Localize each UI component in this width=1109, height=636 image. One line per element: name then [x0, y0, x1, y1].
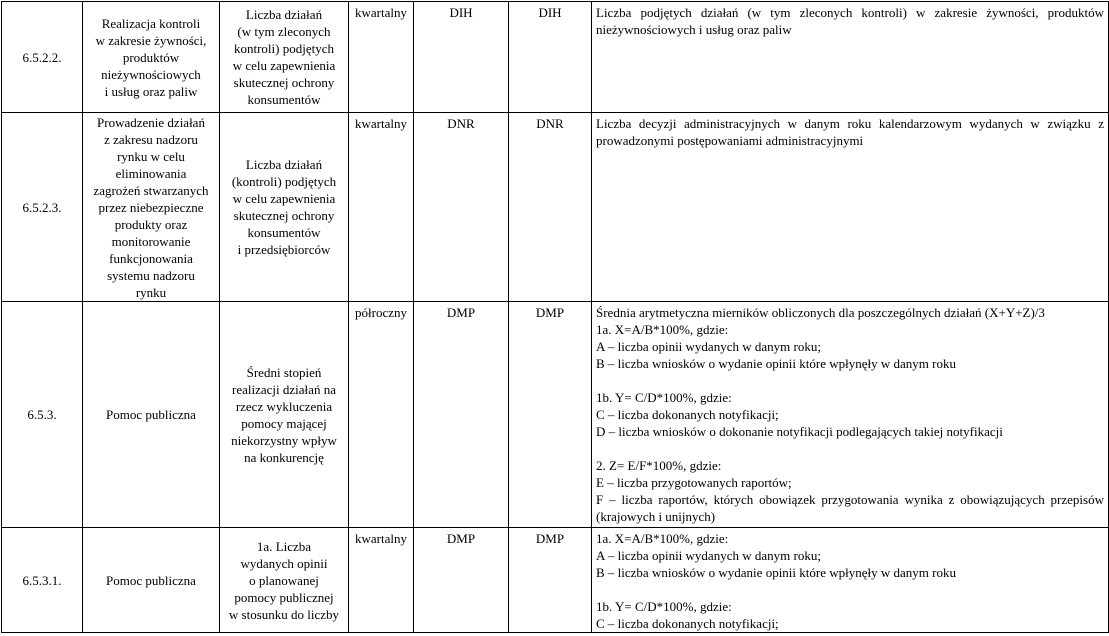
task-name-line: Prowadzenie działań: [97, 114, 205, 130]
indicator-line: w stosunku do liczby: [228, 606, 340, 622]
description-line: A – liczba opinii wydanych w danym roku;: [596, 339, 821, 354]
table-row: [2, 113, 1109, 302]
description-line: [596, 440, 1104, 457]
task-name-line: monitorowanie: [111, 233, 191, 249]
reporting-unit-cell: DMP: [509, 528, 592, 633]
task-name-cell: [83, 113, 220, 302]
description-line: F – liczba raportów, których obowiązek przygotowania wynika z obowiązujących przepisów (krajowych i unijnych): [596, 492, 1104, 524]
description-line: Liczba decyzji administracyjnych w danym roku kalendarzowym wydanych w związku z prowadzonymi postępowaniami administracyjnymi: [596, 116, 1104, 148]
task-name-line: zagrożeń stwarzanych: [93, 182, 209, 198]
description-line: A – liczba opinii wydanych w danym roku;: [596, 548, 821, 563]
indicator-line: konsumentów: [247, 92, 321, 107]
period-cell: kwartalny: [349, 528, 414, 633]
task-name-line: Pomoc publiczna: [106, 572, 196, 588]
description-line: 1a. X=A/B*100%, gdzie:: [596, 531, 729, 546]
table-row: [2, 2, 1109, 113]
period-cell: kwartalny: [349, 2, 414, 113]
description-line: Średnia arytmetyczna mierników obliczonych dla poszczególnych działań (X+Y+Z)/3: [596, 305, 1045, 320]
task-name-line: Realizacja kontroli: [101, 15, 201, 31]
table-body: [2, 2, 1109, 633]
row-number: 6.5.2.3.: [2, 113, 83, 302]
indicator-line: wydanych opinii: [240, 555, 328, 571]
reporting-unit-cell: DNR: [509, 113, 592, 302]
indicator-cell: [220, 2, 349, 113]
task-name-line: eliminowania: [115, 165, 187, 181]
indicator-line: pomocy mającej: [241, 415, 327, 431]
description-cell: [592, 2, 1109, 113]
description-cell: [592, 528, 1109, 633]
description-line: Liczba podjętych działań (w tym zleconych kontroli) w zakresie żywności, produktów nieżywnościowych i usług oraz paliw: [596, 5, 1104, 37]
task-name-line: funkcjonowania: [109, 250, 193, 266]
reporting-unit-cell: DMP: [509, 302, 592, 528]
indicator-table: [1, 1, 1109, 633]
indicator-line: kontroli) podjętych: [233, 41, 334, 56]
reporting-unit-cell: DIH: [509, 2, 592, 113]
description-cell: [592, 302, 1109, 528]
description-line: C – liczba dokonanych notyfikacji;: [596, 616, 779, 631]
table-row: [2, 528, 1109, 633]
task-name-line: rynku: [135, 284, 167, 300]
responsible-unit-cell: DMP: [414, 302, 509, 528]
period-cell: kwartalny: [349, 113, 414, 302]
responsible-unit-cell: DMP: [414, 528, 509, 633]
description-line: E – liczba przygotowanych raportów;: [596, 475, 792, 490]
period-cell: półroczny: [349, 302, 414, 528]
task-name-cell: [83, 302, 220, 528]
indicator-line: Średni stopień: [246, 364, 322, 380]
indicator-line: Liczba działań: [245, 157, 323, 172]
description-line: D – liczba wniosków o dokonanie notyfikacji podlegających takiej notyfikacji: [596, 424, 1003, 439]
description-line: [596, 581, 1104, 598]
task-name-line: Pomoc publiczna: [106, 407, 196, 422]
indicator-cell: [220, 302, 349, 528]
indicator-line: pomocy publicznej: [234, 589, 334, 605]
indicator-line: niekorzystny wpływ: [231, 432, 337, 448]
indicator-line: konsumentów: [247, 225, 321, 240]
indicator-line: Liczba działań: [245, 7, 323, 22]
responsible-unit-cell: DNR: [414, 113, 509, 302]
indicator-cell: [220, 528, 349, 633]
indicator-line: (kontroli) podjętych: [231, 174, 337, 189]
indicator-line: skutecznej ochrony: [233, 75, 335, 90]
table-row: [2, 302, 1109, 528]
task-name-line: systemu nadzoru: [107, 267, 195, 283]
task-name-line: z zakresu nadzoru: [104, 131, 198, 147]
description-line: [596, 372, 1104, 389]
description-cell: [592, 113, 1109, 302]
task-name-cell: [83, 2, 220, 113]
description-line: 1b. Y= C/D*100%, gdzie:: [596, 390, 732, 405]
indicator-line: w celu zapewnienia: [232, 58, 336, 73]
task-name-line: i usług oraz paliw: [104, 83, 198, 99]
responsible-unit-cell: DIH: [414, 2, 509, 113]
indicator-line: i przedsiębiorców: [237, 242, 331, 257]
task-name-line: nieżywnościowych: [101, 66, 201, 82]
task-name-cell: [83, 528, 220, 633]
indicator-line: realizacji działań na: [232, 381, 336, 397]
indicator-line: rzecz wykluczenia: [235, 398, 333, 414]
indicator-line: na konkurencję: [244, 449, 324, 465]
description-line: C – liczba dokonanych notyfikacji;: [596, 407, 779, 422]
indicator-line: skutecznej ochrony: [233, 208, 335, 223]
task-name-line: rynku w celu: [117, 148, 185, 164]
description-line: 1b. Y= C/D*100%, gdzie:: [596, 599, 732, 614]
indicator-line: w celu zapewnienia: [232, 191, 336, 206]
description-line: B – liczba wniosków o wydanie opinii które wpłynęły w danym roku: [596, 565, 956, 580]
row-number: 6.5.2.2.: [2, 2, 83, 113]
description-line: 2. Z= E/F*100%, gdzie:: [596, 458, 722, 473]
indicator-line: o planowanej: [249, 572, 319, 588]
row-number: 6.5.3.: [2, 302, 83, 528]
description-line: 1a. X=A/B*100%, gdzie:: [596, 322, 729, 337]
task-name-line: produkty oraz: [114, 216, 188, 232]
task-name-line: w zakresie żywności,: [95, 32, 207, 48]
description-line: B – liczba wniosków o wydanie opinii które wpłynęły w danym roku: [596, 356, 956, 371]
row-number: 6.5.3.1.: [2, 528, 83, 633]
indicator-line: (w tym zleconych: [237, 24, 331, 39]
indicator-cell: [220, 113, 349, 302]
task-name-line: przez niebezpieczne: [98, 199, 204, 215]
task-name-line: produktów: [122, 49, 180, 65]
indicator-line: 1a. Liczba: [256, 538, 312, 554]
